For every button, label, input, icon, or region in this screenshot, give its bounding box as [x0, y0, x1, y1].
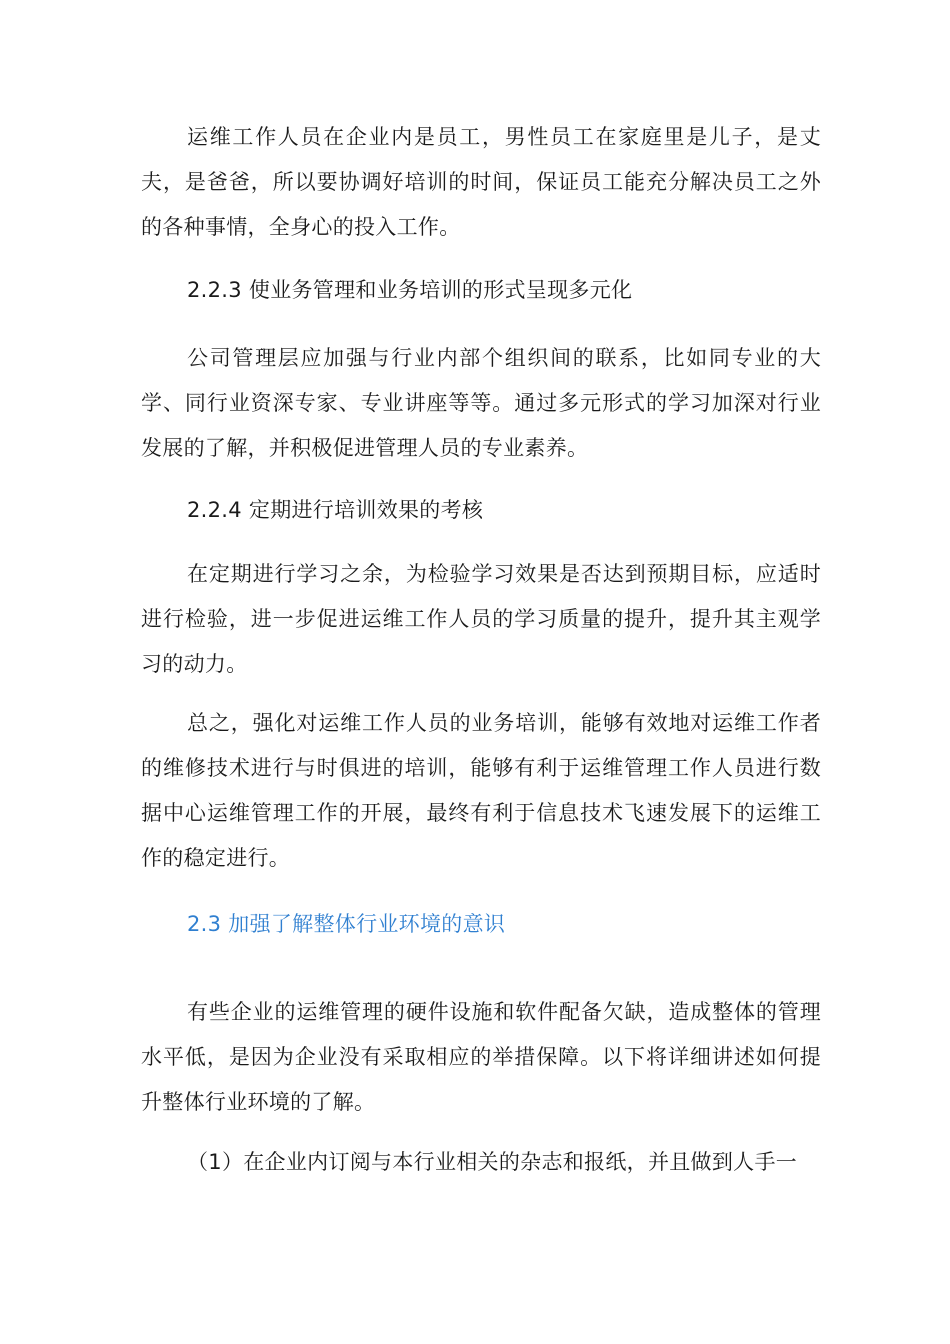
list-item-1: （1）在企业内订阅与本行业相关的杂志和报纸，并且做到人手一	[187, 1150, 798, 1174]
paragraph-assessment: 在定期进行学习之余，为检验学习效果是否达到预期目标，应适时进行检验，进一步促进运维工作人员的学习质量的提升，提升其主观学习的动力。	[141, 562, 821, 676]
subheading-2-2-4: 2.2.4 定期进行培训效果的考核	[187, 498, 484, 522]
paragraph-summary: 总之，强化对运维工作人员的业务培训，能够有效地对运维工作者的维修技术进行与时俱进的培训，能够有利于运维管理工作人员进行数据中心运维管理工作的开展，最终有利于信息技术飞速发展下的运维工作的稳定进行。	[141, 711, 821, 870]
subheading-2-2-3: 2.2.3 使业务管理和业务培训的形式呈现多元化	[187, 278, 633, 302]
paragraph-diversified-forms: 公司管理层应加强与行业内部个组织间的联系，比如同专业的大学、同行业资深专家、专业讲座等等。通过多元形式的学习加深对行业发展的了解，并积极促进管理人员的专业素养。	[141, 346, 821, 460]
paragraph-training-time: 运维工作人员在企业内是员工，男性员工在家庭里是儿子，是丈夫，是爸爸，所以要协调好培训的时间，保证员工能充分解决员工之外的各种事情，全身心的投入工作。	[141, 125, 821, 239]
paragraph-industry-environment: 有些企业的运维管理的硬件设施和软件配备欠缺，造成整体的管理水平低，是因为企业没有采取相应的举措保障。以下将详细讲述如何提升整体行业环境的了解。	[141, 1000, 821, 1114]
section-heading-2-3: 2.3 加强了解整体行业环境的意识	[187, 912, 506, 936]
